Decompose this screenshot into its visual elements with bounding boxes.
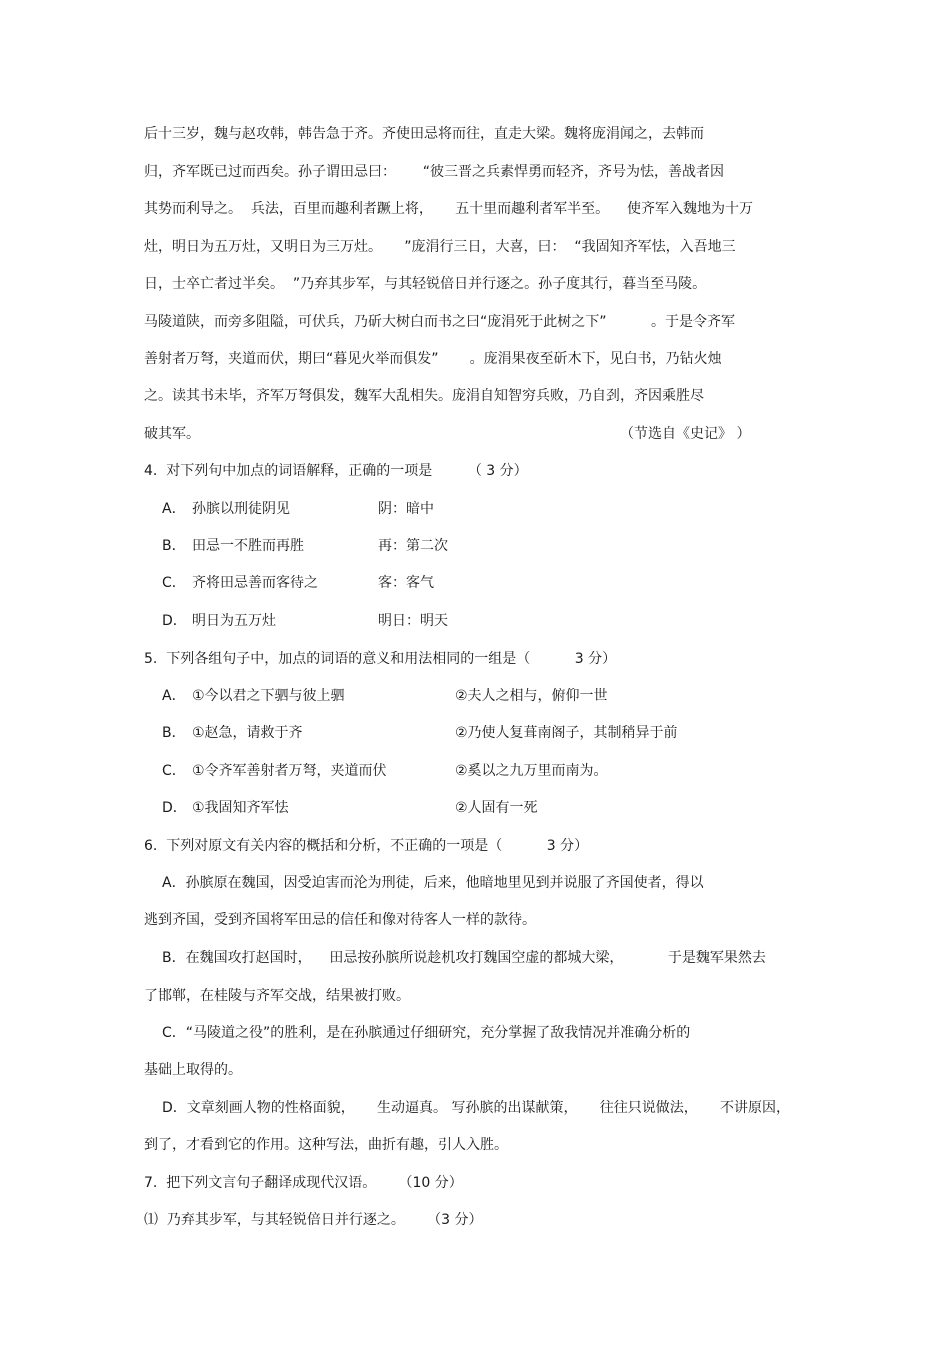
passage-line: 善射者万弩，夹道而伏，期曰“暮见火举而俱发” 。庞涓果夜至斫木下，见白书，乃钻火烛 (144, 351, 722, 367)
option-label: B． (162, 725, 186, 741)
passage-line: 破其军。 (144, 426, 200, 442)
question-stem: 5. 下列各组句子中，加点的词语的意义和用法相同的一组是（ 3 分） (144, 651, 617, 667)
option-gloss: 客：客气 (378, 575, 434, 591)
passage-line: 之。读其书未毕，齐军万弩俱发，魏军大乱相失。庞涓自知智穷兵败，乃自刭，齐因乘胜尽 (144, 388, 704, 404)
option-first-sentence: ①赵急，请救于齐 (192, 725, 303, 741)
passage-line: 后十三岁，魏与赵攻韩，韩告急于齐。齐使田忌将而往，直走大梁。魏将庞涓闻之，去韩而 (144, 126, 704, 142)
option-label: B． (162, 538, 186, 554)
option-first-sentence: ①令齐军善射者万弩，夹道而伏 (192, 763, 387, 779)
option-label: C． (162, 575, 186, 591)
option-gloss: 再：第二次 (378, 538, 448, 554)
option-line: 到了，才看到它的作用。这种写法，曲折有趣，引人入胜。 (144, 1137, 508, 1153)
option-label: D． (162, 613, 187, 629)
option-first-sentence: ①我固知齐军怯 (192, 800, 289, 816)
option-label: D． (162, 800, 187, 816)
option-second-sentence: ②乃使人复葺南阁子，其制稍异于前 (455, 725, 678, 741)
option-line: D．文章刻画人物的性格面貌， 生动逼真。 写孙膑的出谋献策， 往往只说做法， 不讲原因， (162, 1100, 790, 1116)
option-line: C．“马陵道之役”的胜利，是在孙膑通过仔细研究，充分掌握了敌我情况并准确分析的 (162, 1025, 691, 1041)
option-label: A． (162, 501, 186, 517)
option-gloss: 明日：明天 (378, 613, 448, 629)
passage-line: 其势而利导之。 兵法，百里而趣利者蹶上将， 五十里而趣利者军半至。 使齐军入魏地为十万 (144, 201, 753, 217)
question-stem: 4. 对下列句中加点的词语解释，正确的一项是 （ 3 分） (144, 463, 528, 479)
passage-line: 灶，明日为五万灶，又明日为三万灶。 ”庞涓行三日，大喜，曰： “我固知齐军怯，入吾地三 (144, 239, 736, 255)
option-label: A． (162, 688, 186, 704)
passage-line: 马陵道陕，而旁多阻隘，可伏兵，乃斫大树白而书之曰“庞涓死于此树之下” 。于是令齐军 (144, 314, 736, 330)
option-first-sentence: ①今以君之下驷与彼上驷 (192, 688, 345, 704)
passage-line: 归，齐军既已过而西矣。孙子谓田忌曰： “彼三晋之兵素悍勇而轻齐，齐号为怯，善战者因 (144, 164, 724, 180)
option-second-sentence: ②奚以之九万里而南为。 (455, 763, 608, 779)
option-label: C． (162, 763, 186, 779)
passage-source: （节选自《史记》 ） (620, 426, 751, 442)
option-sentence: 明日为五万灶 (192, 613, 276, 629)
sub-question-1: ⑴ 乃弃其步军，与其轻锐倍日并行逐之。 （3 分） (144, 1212, 483, 1228)
option-second-sentence: ②人固有一死 (455, 800, 538, 816)
option-line: 逃到齐国，受到齐国将军田忌的信任和像对待客人一样的款待。 (144, 912, 536, 928)
option-line: 基础上取得的。 (144, 1062, 242, 1078)
passage-line: 日，士卒亡者过半矣。 ”乃弃其步军，与其轻锐倍日并行逐之。孙子度其行，暮当至马陵。 (144, 276, 707, 292)
question-stem: 6. 下列对原文有关内容的概括和分析，不正确的一项是（ 3 分） (144, 838, 589, 854)
option-sentence: 田忌一不胜而再胜 (192, 538, 304, 554)
question-stem: 7. 把下列文言句子翻译成现代汉语。 （10 分） (144, 1175, 463, 1191)
option-line: 了邯郸，在桂陵与齐军交战，结果被打败。 (144, 988, 410, 1004)
option-line: B．在魏国攻打赵国时， 田忌按孙膑所说趁机攻打魏国空虚的都城大梁， 于是魏军果然去 (162, 950, 766, 966)
option-line: A．孙膑原在魏国，因受迫害而沦为刑徒，后来，他暗地里见到并说服了齐国使者，得以 (162, 875, 704, 891)
option-gloss: 阴：暗中 (378, 501, 434, 517)
option-sentence: 孙膑以刑徒阴见 (192, 501, 290, 517)
option-sentence: 齐将田忌善而客待之 (192, 575, 318, 591)
option-second-sentence: ②夫人之相与，俯仰一世 (455, 688, 608, 704)
